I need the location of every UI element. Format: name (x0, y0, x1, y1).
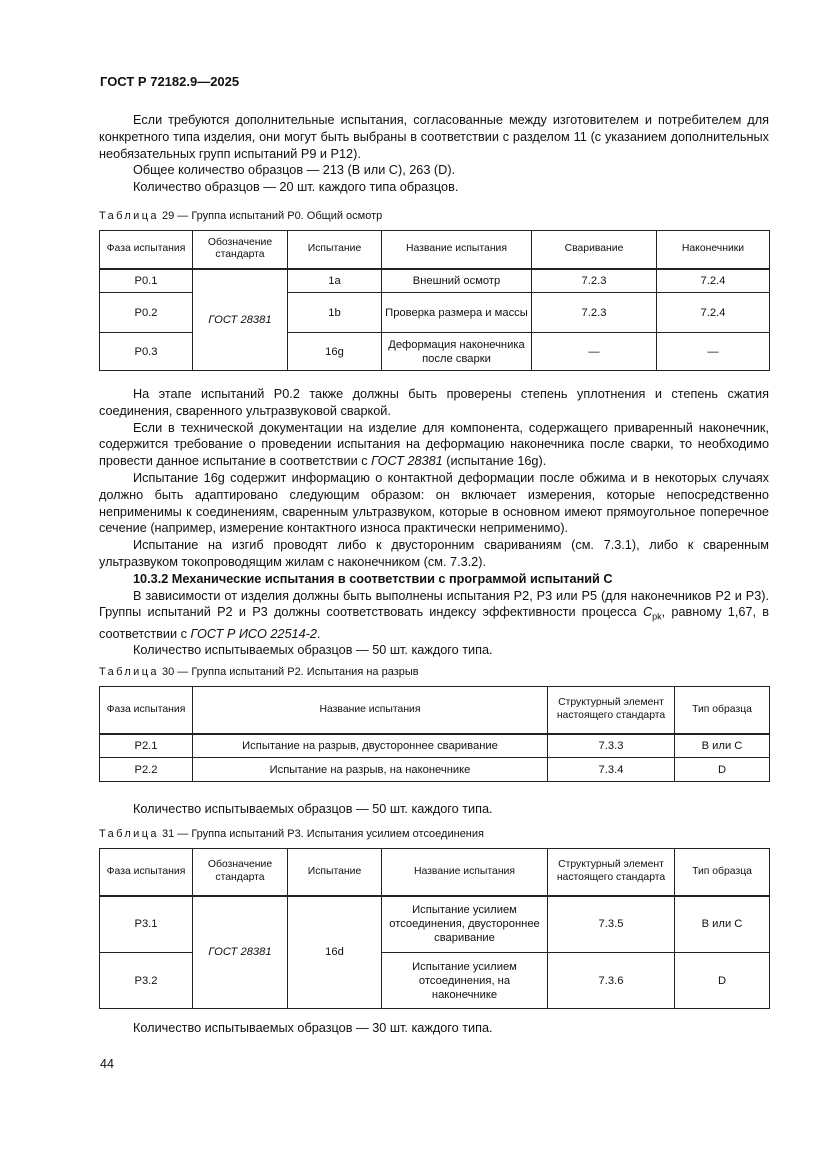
standard-reference: ГОСТ Р ИСО 22514-2 (190, 626, 317, 641)
table30-header-name: Название испытания (193, 687, 548, 734)
table31-cell-element: 7.3.5 (548, 896, 675, 953)
table29-cell-welding: 7.2.3 (532, 269, 657, 293)
table31-cell-type: D (675, 953, 770, 1009)
middle-text (99, 386, 769, 659)
table-row (100, 758, 770, 782)
middle-paragraph-2-end: (испытание 16g). (442, 454, 547, 469)
middle-paragraph-2-text: Если в технической документации на изделие для компонента, содержащего приваренный наконечник, содержится требование о проведении испытания на деформацию наконечника после сварки, то необходимо провести данное испытание в соответствии с (99, 420, 769, 469)
table29-header-test: Испытание (288, 231, 382, 269)
table31-header-element: Структурный элемент настоящего стандарта (548, 849, 675, 896)
table30-cell-name: Испытание на разрыв, двустороннее сваривание (193, 734, 548, 758)
table29 (99, 230, 770, 371)
table31-cell-standard: ГОСТ 28381 (193, 896, 288, 1009)
table29-cell-phase: P0.1 (100, 269, 193, 293)
cpk-symbol: C (642, 605, 653, 620)
standard-reference: ГОСТ 28381 (371, 454, 443, 469)
table30-caption-text: 30 — Группа испытаний Р2. Испытания на разрыв (162, 666, 419, 678)
table31-header-row (100, 849, 770, 896)
table30-after-text: Количество испытываемых образцов — 50 шт. каждого типа. (133, 802, 493, 816)
middle-paragraph-5-text: В зависимости от изделия должны быть выполнены испытания Р2, Р3 или Р5 (для наконечников Р2 и Р3). Группы испытаний Р2 и Р3 должны соответствовать индексу эффективности процесса (99, 588, 769, 620)
middle-paragraph-2 (99, 420, 769, 470)
table31-header-standard: Обозначение стандарта (193, 849, 288, 896)
table30 (99, 686, 770, 782)
middle-paragraph-1: На этапе испытаний Р0.2 также должны быть проверены степень уплотнения и степень сжатия соединения, сваренного ультразвуковой сваркой. (99, 387, 769, 418)
table31-note (99, 1020, 769, 1037)
table30-cell-element: 7.3.3 (548, 734, 675, 758)
document-header: ГОСТ Р 72182.9—2025 (100, 74, 240, 89)
intro-paragraph-3: Количество образцов — 20 шт. каждого типа образцов. (133, 180, 459, 195)
table29-cell-tips: 7.2.4 (657, 269, 770, 293)
page-number: 44 (100, 1057, 114, 1071)
table31-after-text: Количество испытываемых образцов — 30 шт. каждого типа. (133, 1021, 493, 1035)
table31-header-name: Название испытания (382, 849, 548, 896)
table30-header-phase: Фаза испытания (100, 687, 193, 734)
middle-paragraph-5-end: . (316, 626, 321, 641)
table29-header-phase: Фаза испытания (100, 231, 193, 269)
table29-header-standard: Обозначение стандарта (193, 231, 288, 269)
table29-cell-welding: — (532, 333, 657, 371)
table-row (100, 734, 770, 758)
table31-cell-phase: P3.2 (100, 953, 193, 1009)
middle-paragraph-3: Испытание 16g содержит информацию о контактной деформации после обжима и в некоторых случаях должно быть адаптировано следующим образом: он включает измерения, которые непосредственно неприменимы к соединениям, сваренным ультразвуком, которые в основном имеют прямоугольное поперечное сечение (например, измерение контактного износа практически неприменимо). (99, 470, 769, 536)
table31-caption-word: Таблица (99, 828, 159, 840)
cpk-subscript: pk (652, 611, 662, 622)
table31-caption (99, 828, 484, 840)
table30-cell-type: B или C (675, 734, 770, 758)
section-heading: 10.3.2 Механические испытания в соответствии с программой испытаний С (133, 571, 613, 586)
table30-cell-type: D (675, 758, 770, 782)
table31-cell-name: Испытание усилием отсоединения, двустороннее сваривание (382, 896, 548, 953)
table30-cell-phase: P2.1 (100, 734, 193, 758)
table31-header-type: Тип образца (675, 849, 770, 896)
table31-cell-phase: P3.1 (100, 896, 193, 953)
intro-paragraph-1: Если требуются дополнительные испытания, согласованные между изготовителем и потребителем для конкретного типа изделия, они могут быть выбраны в соответствии с разделом 11 (с указанием дополнительных необязательных групп испытаний Р9 и Р12). (99, 113, 769, 161)
table29-cell-welding: 7.2.3 (532, 293, 657, 333)
table30-note (99, 801, 769, 818)
table29-cell-test: 16g (288, 333, 382, 371)
table30-caption (99, 666, 419, 678)
table29-header-welding: Сваривание (532, 231, 657, 269)
table29-cell-tips: — (657, 333, 770, 371)
table29-cell-test: 1b (288, 293, 382, 333)
table29-caption (99, 210, 382, 222)
intro-text (99, 112, 769, 196)
table29-cell-name: Внешний осмотр (382, 269, 532, 293)
table30-cell-phase: P2.2 (100, 758, 193, 782)
table31-header-phase: Фаза испытания (100, 849, 193, 896)
table29-cell-test: 1a (288, 269, 382, 293)
table29-cell-tips: 7.2.4 (657, 293, 770, 333)
intro-paragraph-2: Общее количество образцов — 213 (B или C), 263 (D). (133, 163, 456, 178)
table31-cell-element: 7.3.6 (548, 953, 675, 1009)
table30-header-row (100, 687, 770, 734)
table-row (100, 896, 770, 953)
table31 (99, 848, 770, 1009)
table29-cell-name: Деформация наконечника после сварки (382, 333, 532, 371)
middle-paragraph-6: Количество испытываемых образцов — 50 шт. каждого типа. (133, 643, 493, 658)
table29-header-tips: Наконечники (657, 231, 770, 269)
table-row (100, 269, 770, 293)
table30-cell-element: 7.3.4 (548, 758, 675, 782)
middle-paragraph-5-mid: , равному 1,67, в соответствии с (99, 605, 769, 641)
middle-paragraph-4: Испытание на изгиб проводят либо к двусторонним свариваниям (см. 7.3.1), либо к сваренным ультразвуком токопроводящим жилам с наконечником (см. 7.3.2). (99, 538, 769, 569)
table31-cell-name: Испытание усилием отсоединения, на наконечнике (382, 953, 548, 1009)
table31-cell-test: 16d (288, 896, 382, 1009)
table30-caption-word: Таблица (99, 666, 159, 678)
table31-caption-text: 31 — Группа испытаний Р3. Испытания усилием отсоединения (162, 828, 484, 840)
table29-caption-word: Таблица (99, 210, 159, 222)
table31-cell-type: B или C (675, 896, 770, 953)
middle-paragraph-5 (99, 588, 769, 643)
table30-header-type: Тип образца (675, 687, 770, 734)
table29-caption-text: 29 — Группа испытаний Р0. Общий осмотр (162, 210, 383, 222)
table30-header-element: Структурный элемент настоящего стандарта (548, 687, 675, 734)
table29-header-name: Название испытания (382, 231, 532, 269)
table29-cell-phase: P0.3 (100, 333, 193, 371)
table29-cell-name: Проверка размера и массы (382, 293, 532, 333)
table29-header-row (100, 231, 770, 269)
table29-cell-phase: P0.2 (100, 293, 193, 333)
table29-cell-standard: ГОСТ 28381 (193, 269, 288, 371)
table30-cell-name: Испытание на разрыв, на наконечнике (193, 758, 548, 782)
table31-header-test: Испытание (288, 849, 382, 896)
